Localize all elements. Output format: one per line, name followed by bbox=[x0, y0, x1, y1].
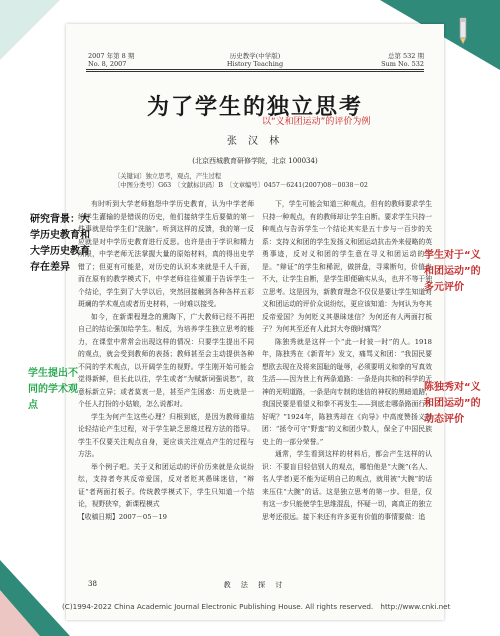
pen-icon bbox=[452, 16, 474, 46]
annotation-dynamic-evaluation: 陈独秀对“义和团运动”的动态评价 bbox=[424, 382, 481, 425]
classification: 〔中图分类号〕G63 〔文献标识码〕B 〔文章编号〕0457－6241(2007)08－0038－02 bbox=[114, 182, 368, 189]
total-issue bbox=[381, 52, 424, 68]
annotation-multiple-evaluation: 学生对于“义和团运动”的多元评价 bbox=[424, 250, 481, 293]
journal-page bbox=[66, 24, 444, 620]
received-date: 【收稿日期】2007－05－19 bbox=[78, 512, 167, 521]
author: 张 汉 林 bbox=[226, 136, 284, 147]
issue-number: 2007 年第 8 期 bbox=[88, 52, 135, 60]
keywords: 〔关键词〕独立思考，观点，产生过程 bbox=[114, 173, 222, 180]
article-title: 为了学生的独立思考 bbox=[146, 94, 363, 120]
paragraph: 如今，在新课程理念的熏陶下，广大教师已经不再把自己的结论强加给学生。相反，为培养学生独立思考的能力，在课堂中常常会出现这样的情况：只要学生提出不同的观点，就会受到教师的表扬；教师甚至会主动提供各种不同的学术观点，以开阔学生的视野。学生刚开始可能会觉得新鲜，但长此以往，学生或者“为赋新词强说愁”，故意标新立异；或者莫衷一是，甚至产生困惑：历史就是一个任人打扮的小姑娘，怎么说都对。 bbox=[78, 312, 254, 408]
teal-corner-top-left bbox=[0, 0, 60, 60]
paragraph: 学生为何产生这些心理？归根到底，是因为教师重结论轻结论产生过程，对于学生缺乏思维过程方法的指导。学生不仅要关注观点自身，更应该关注观点产生的过程与方法。 bbox=[78, 412, 254, 458]
left-column bbox=[78, 198, 254, 523]
section-title: 教 法 探 讨 bbox=[223, 581, 287, 589]
total-issue-cn: 总第 532 期 bbox=[387, 52, 424, 60]
paragraph: 陈独秀就是这样一个“此一时彼一时”的人。1918年，陈独秀在《新青年》发文，痛骂义和团：“我国民要想欧去现在及将来国耻的耻辱，必须要明义和拳的写真效生活——因为世上有两条道路：一条是向共和的科学的无神的光明道路，一条是向专制的迷信的神权的黑暗道路，我国民要是看望义和拳不再发生——到底走哪条路面行才好呢？”1924年，陈独秀却在《向导》中高度赞扬义和团：“拯令可守“野蛮”的义和团少数人，保全了中国民族史上的一部分荣誉。” bbox=[262, 337, 432, 446]
paragraph: 下，学生可能会知道三种观点，但有的教师要求学生只持一种观点，有的教师却让学生自断。要求学生只持一种观点与告诉学生一个结论其实是五十步与一百步的关系：支持义和团的学生发扬义和团运动抗击外来侵略的英勇事迹，反对义和团的学生意在寻义和团运动的不是。“辩证”的学生和稀泥，做拼盘，寻乘断句，价值也不大，让学生自断，是学生即便确实从头，也并不等于独立思考。这是因为，新教育理念不仅仅是要让学生知道对义和团运动的评价众说纷纭，更应该知道：为何认为夸其反帝爱国？为何贬义其愚昧迷信？为何还有人两面打板子？为何其至还有人此封大夸俄时痛骂？ bbox=[262, 200, 432, 333]
subtitle-annotation: 以“义和团运动”的评价为例 bbox=[262, 117, 371, 127]
affiliation: (北京西城教育研修学院，北京 100034) bbox=[192, 157, 318, 165]
total-issue-en: Sum No. 532 bbox=[381, 60, 424, 68]
copyright-notice: (C)1994-2022 China Academic Journal Electronic Publishing House. All rights reserved. http://www.cnki.net bbox=[62, 602, 451, 611]
paragraph: 有时听到大学老师抱怨中学历史教育，认为中学老师给学生灌输的是错误的历史，他们接纳学生后要做的第一件事就是给学生们“洗脑”。听到这样的反馈，我的第一反应就是对中学历史教育进行反思。也许是由于学识和精力所限，中学老师无法掌握大量的原始材料，真的得出史学错了；但更有可能是，对历史的认识本来就是千人千面，而在原有的教学模式下，中学老师往往倾重于告诉学生一个结论，学生到了大学以后，突然回接触到各种各样五彩斑斓的学术观点或者历史材料，一时难以接受。 bbox=[78, 200, 254, 308]
right-column bbox=[262, 198, 432, 523]
paragraph: 通常，学生看到这样的材料后，都会产生这样的认识：不要盲目轻信别人的观点，哪怕他是“大腕”(名人、名人学者)更不能为证明自己的观点，就用被“大腕”的话来压住“大腕”的话。这是独立思考的第一步。但是，仅有这一步只能使学生思维混乱，怀疑一切，离真正的独立思考还很远。接下来还有许多更有价值的事情要做：追 bbox=[262, 450, 432, 521]
issue-number-en: No. 8, 2007 bbox=[88, 60, 127, 68]
header-divider bbox=[86, 69, 424, 72]
annotation-background: 研究背景：大学历史教育和大学历史教育存在差异 bbox=[30, 214, 90, 273]
paragraph: 举个例子吧。关于义和团运动的评价历来就是众说纷纭，支持者夸其反帝爱国，反对者贬其愚昧迷信，“辩证”者两面打板子。传统教学模式下，学生只知道一个结论，视野狭窄，新课程模式 bbox=[78, 462, 254, 508]
journal-name-en: History Teaching bbox=[226, 60, 284, 68]
journal-name-cn: 历史教学(中学版) bbox=[229, 52, 281, 60]
annotation-different-views: 学生提出不同的学术观点 bbox=[28, 368, 78, 411]
keywords-block bbox=[114, 172, 414, 190]
page-number: 38 bbox=[88, 580, 97, 588]
